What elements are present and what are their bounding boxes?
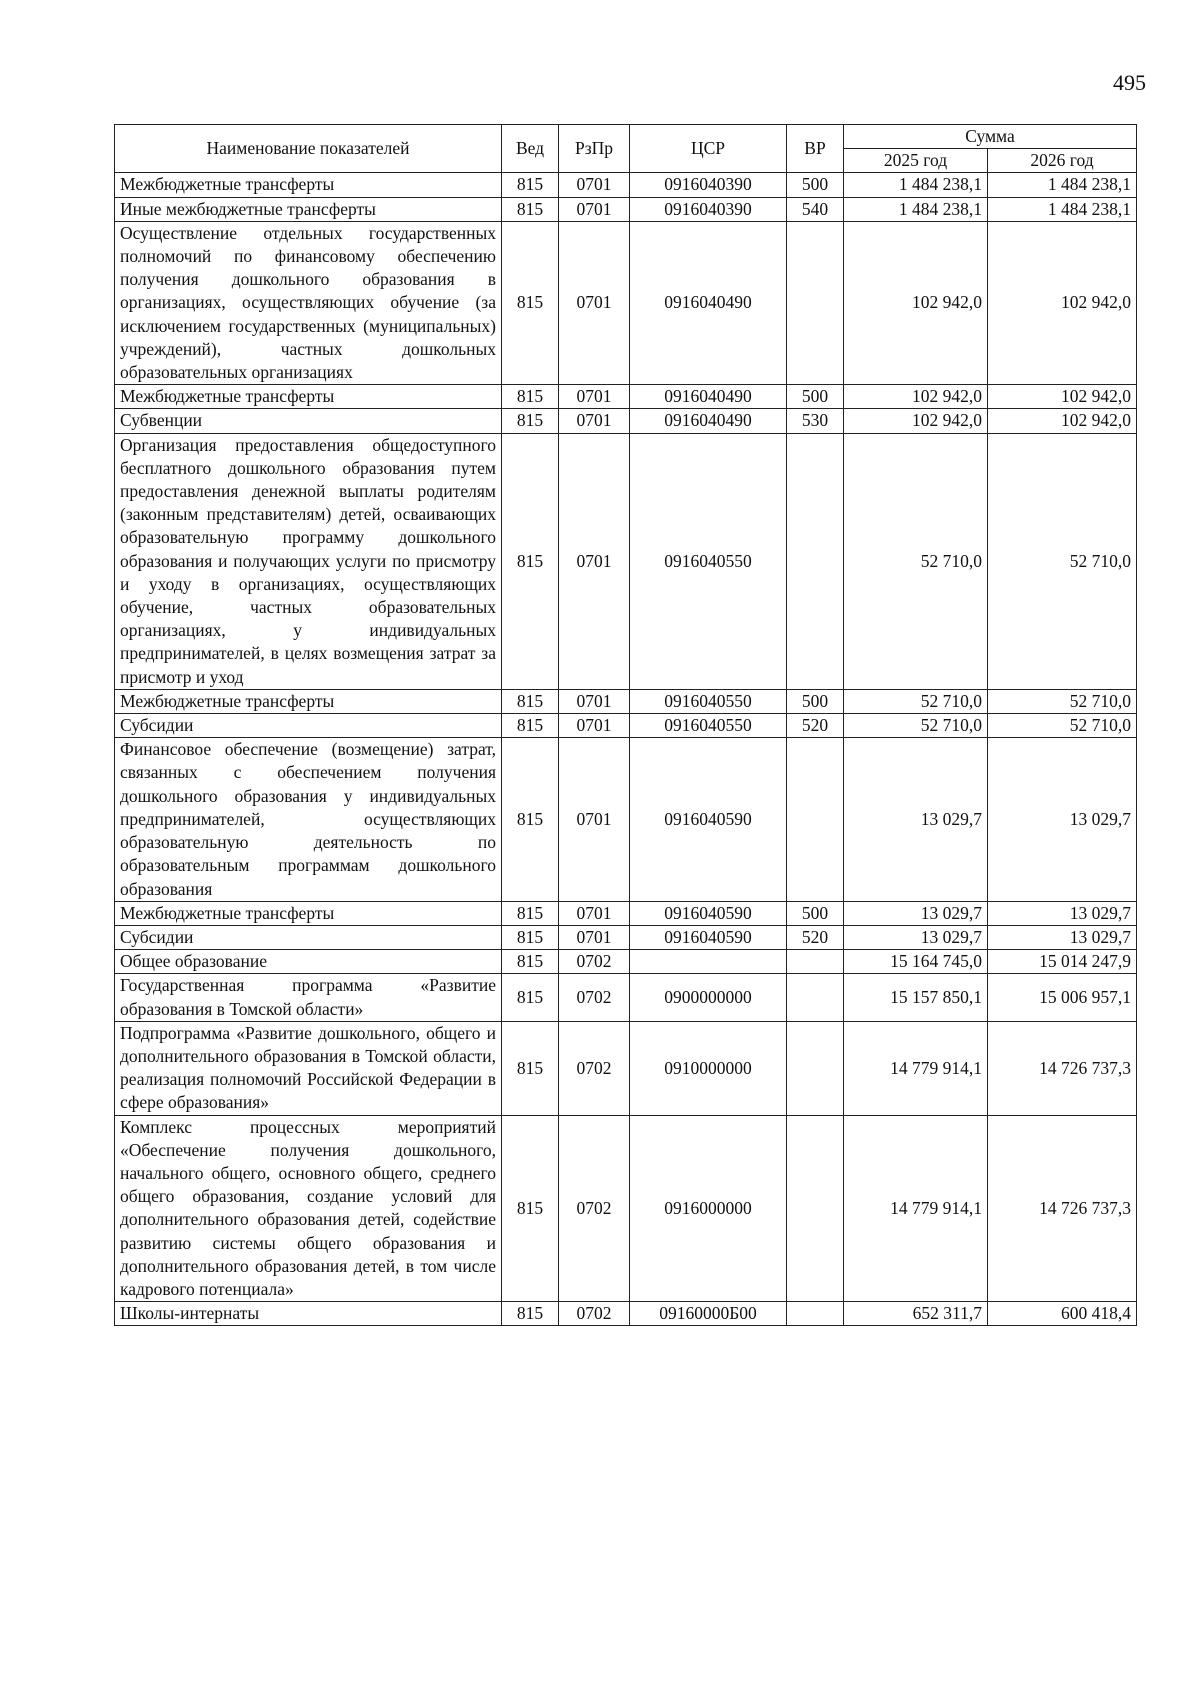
table-row — [115, 197, 1137, 221]
cell-ved: 815 — [502, 197, 559, 221]
cell-rzpr: 0702 — [559, 974, 630, 1021]
cell-csr: 0916040490 — [630, 409, 787, 433]
table-header — [115, 125, 1137, 173]
page-number: 495 — [1113, 70, 1146, 95]
cell-name: Субсидии — [115, 925, 502, 949]
cell-rzpr: 0701 — [559, 689, 630, 713]
cell-sum-2025: 102 942,0 — [844, 385, 988, 409]
cell-rzpr: 0701 — [559, 197, 630, 221]
cell-csr: 0900000000 — [630, 974, 787, 1021]
table-row — [115, 714, 1137, 738]
cell-vr — [787, 1021, 844, 1115]
cell-sum-2026: 1 484 238,1 — [988, 173, 1137, 197]
cell-sum-2025: 13 029,7 — [844, 925, 988, 949]
cell-ved: 815 — [502, 409, 559, 433]
cell-rzpr: 0702 — [559, 1115, 630, 1302]
cell-sum-2026: 15 006 957,1 — [988, 974, 1137, 1021]
cell-rzpr: 0701 — [559, 925, 630, 949]
cell-name: Государственная программа «Развитие образования в Томской области» — [115, 974, 502, 1021]
cell-sum-2026: 102 942,0 — [988, 221, 1137, 384]
cell-vr: 540 — [787, 197, 844, 221]
cell-vr — [787, 221, 844, 384]
table-row — [115, 901, 1137, 925]
cell-name: Межбюджетные трансферты — [115, 901, 502, 925]
cell-sum-2026: 102 942,0 — [988, 409, 1137, 433]
cell-csr: 0916040590 — [630, 901, 787, 925]
table-row — [115, 950, 1137, 974]
cell-ved: 815 — [502, 433, 559, 689]
cell-rzpr: 0701 — [559, 385, 630, 409]
header-sum: Сумма — [844, 125, 1137, 149]
cell-csr: 0916040550 — [630, 433, 787, 689]
cell-vr: 500 — [787, 901, 844, 925]
table-row — [115, 409, 1137, 433]
cell-ved: 815 — [502, 1302, 559, 1326]
table-row — [115, 689, 1137, 713]
cell-name: Осуществление отдельных государственных полномочий по финансовому обеспечению получения дошкольного образования в организациях, осуществляющих обучение (за исключением государственных (муниципальных) учреждений), частных дошкольных образовательных организациях — [115, 221, 502, 384]
cell-sum-2025: 14 779 914,1 — [844, 1021, 988, 1115]
budget-table — [114, 124, 1137, 1326]
cell-ved: 815 — [502, 689, 559, 713]
table-row — [115, 925, 1137, 949]
cell-ved: 815 — [502, 385, 559, 409]
cell-sum-2026: 52 710,0 — [988, 689, 1137, 713]
table-row — [115, 1302, 1137, 1326]
cell-ved: 815 — [502, 925, 559, 949]
cell-name: Субвенции — [115, 409, 502, 433]
cell-csr: 0910000000 — [630, 1021, 787, 1115]
cell-name: Школы-интернаты — [115, 1302, 502, 1326]
cell-csr: 0916040390 — [630, 197, 787, 221]
cell-vr — [787, 1115, 844, 1302]
cell-vr — [787, 738, 844, 901]
cell-sum-2026: 600 418,4 — [988, 1302, 1137, 1326]
cell-name: Общее образование — [115, 950, 502, 974]
cell-csr: 0916040550 — [630, 689, 787, 713]
cell-sum-2026: 52 710,0 — [988, 714, 1137, 738]
cell-ved: 815 — [502, 1021, 559, 1115]
cell-ved: 815 — [502, 738, 559, 901]
header-vr: ВР — [787, 125, 844, 173]
cell-csr — [630, 950, 787, 974]
cell-vr: 530 — [787, 409, 844, 433]
cell-name: Организация предоставления общедоступного бесплатного дошкольного образования путем предоставления денежной выплаты родителям (законным представителям) детей, осваивающих образовательную программу дошкольного образования и получающих услуги по присмотру и уходу в организациях, осуществляющих обучение, частных образовательных организациях, у индивидуальных предпринимателей, в целях возмещения затрат за присмотр и уход — [115, 433, 502, 689]
cell-sum-2025: 102 942,0 — [844, 409, 988, 433]
cell-rzpr: 0701 — [559, 738, 630, 901]
cell-vr — [787, 974, 844, 1021]
cell-sum-2025: 52 710,0 — [844, 433, 988, 689]
table-row — [115, 1115, 1137, 1302]
cell-sum-2025: 15 164 745,0 — [844, 950, 988, 974]
cell-rzpr: 0701 — [559, 221, 630, 384]
header-year-2026: 2026 год — [988, 149, 1137, 173]
cell-sum-2025: 52 710,0 — [844, 714, 988, 738]
cell-sum-2025: 52 710,0 — [844, 689, 988, 713]
cell-ved: 815 — [502, 1115, 559, 1302]
cell-sum-2025: 14 779 914,1 — [844, 1115, 988, 1302]
cell-sum-2026: 13 029,7 — [988, 925, 1137, 949]
cell-rzpr: 0701 — [559, 901, 630, 925]
cell-name: Межбюджетные трансферты — [115, 385, 502, 409]
table-body — [115, 173, 1137, 1326]
header-name: Наименование показателей — [115, 125, 502, 173]
cell-sum-2026: 13 029,7 — [988, 738, 1137, 901]
cell-vr — [787, 1302, 844, 1326]
table-row — [115, 385, 1137, 409]
cell-name: Иные межбюджетные трансферты — [115, 197, 502, 221]
cell-rzpr: 0701 — [559, 433, 630, 689]
cell-name: Финансовое обеспечение (возмещение) затрат, связанных с обеспечением получения дошкольного образования у индивидуальных предпринимателей, осуществляющих образовательную деятельность по образовательным программам дошкольного образования — [115, 738, 502, 901]
cell-sum-2025: 652 311,7 — [844, 1302, 988, 1326]
cell-csr: 0916000000 — [630, 1115, 787, 1302]
cell-sum-2026: 102 942,0 — [988, 385, 1137, 409]
cell-csr: 0916040390 — [630, 173, 787, 197]
cell-vr — [787, 950, 844, 974]
header-year-2025: 2025 год — [844, 149, 988, 173]
cell-vr: 500 — [787, 173, 844, 197]
cell-ved: 815 — [502, 173, 559, 197]
cell-name: Субсидии — [115, 714, 502, 738]
cell-name: Межбюджетные трансферты — [115, 173, 502, 197]
cell-sum-2026: 15 014 247,9 — [988, 950, 1137, 974]
cell-rzpr: 0701 — [559, 409, 630, 433]
cell-vr: 520 — [787, 925, 844, 949]
cell-ved: 815 — [502, 714, 559, 738]
cell-vr: 500 — [787, 689, 844, 713]
cell-ved: 815 — [502, 901, 559, 925]
cell-name: Комплекс процессных мероприятий «Обеспечение получения дошкольного, начального общего, основного общего, среднего общего образования, создание условий для дополнительного образования детей, содействие развитию системы общего образования и дополнительного образования детей, в том числе кадрового потенциала» — [115, 1115, 502, 1302]
cell-rzpr: 0702 — [559, 1302, 630, 1326]
cell-sum-2025: 15 157 850,1 — [844, 974, 988, 1021]
cell-csr: 0916040490 — [630, 221, 787, 384]
cell-sum-2026: 1 484 238,1 — [988, 197, 1137, 221]
cell-sum-2026: 13 029,7 — [988, 901, 1137, 925]
cell-rzpr: 0702 — [559, 1021, 630, 1115]
cell-ved: 815 — [502, 221, 559, 384]
cell-vr: 520 — [787, 714, 844, 738]
header-rzpr: РзПр — [559, 125, 630, 173]
header-ved: Вед — [502, 125, 559, 173]
cell-sum-2026: 52 710,0 — [988, 433, 1137, 689]
table-row — [115, 173, 1137, 197]
table-row — [115, 974, 1137, 1021]
table-row — [115, 738, 1137, 901]
cell-csr: 0916040490 — [630, 385, 787, 409]
cell-sum-2025: 1 484 238,1 — [844, 173, 988, 197]
table-row — [115, 221, 1137, 384]
cell-ved: 815 — [502, 974, 559, 1021]
cell-sum-2026: 14 726 737,3 — [988, 1021, 1137, 1115]
cell-sum-2025: 1 484 238,1 — [844, 197, 988, 221]
cell-vr — [787, 433, 844, 689]
table-row — [115, 1021, 1137, 1115]
cell-name: Межбюджетные трансферты — [115, 689, 502, 713]
cell-rzpr: 0702 — [559, 950, 630, 974]
cell-csr: 09160000Б00 — [630, 1302, 787, 1326]
cell-ved: 815 — [502, 950, 559, 974]
cell-sum-2025: 102 942,0 — [844, 221, 988, 384]
cell-csr: 0916040590 — [630, 925, 787, 949]
header-csr: ЦСР — [630, 125, 787, 173]
cell-sum-2026: 14 726 737,3 — [988, 1115, 1137, 1302]
cell-name: Подпрограмма «Развитие дошкольного, общего и дополнительного образования в Томской области, реализация полномочий Российской Федерации в сфере образования» — [115, 1021, 502, 1115]
cell-csr: 0916040550 — [630, 714, 787, 738]
cell-rzpr: 0701 — [559, 714, 630, 738]
cell-rzpr: 0701 — [559, 173, 630, 197]
cell-sum-2025: 13 029,7 — [844, 738, 988, 901]
cell-vr: 500 — [787, 385, 844, 409]
table-row — [115, 433, 1137, 689]
cell-csr: 0916040590 — [630, 738, 787, 901]
cell-sum-2025: 13 029,7 — [844, 901, 988, 925]
